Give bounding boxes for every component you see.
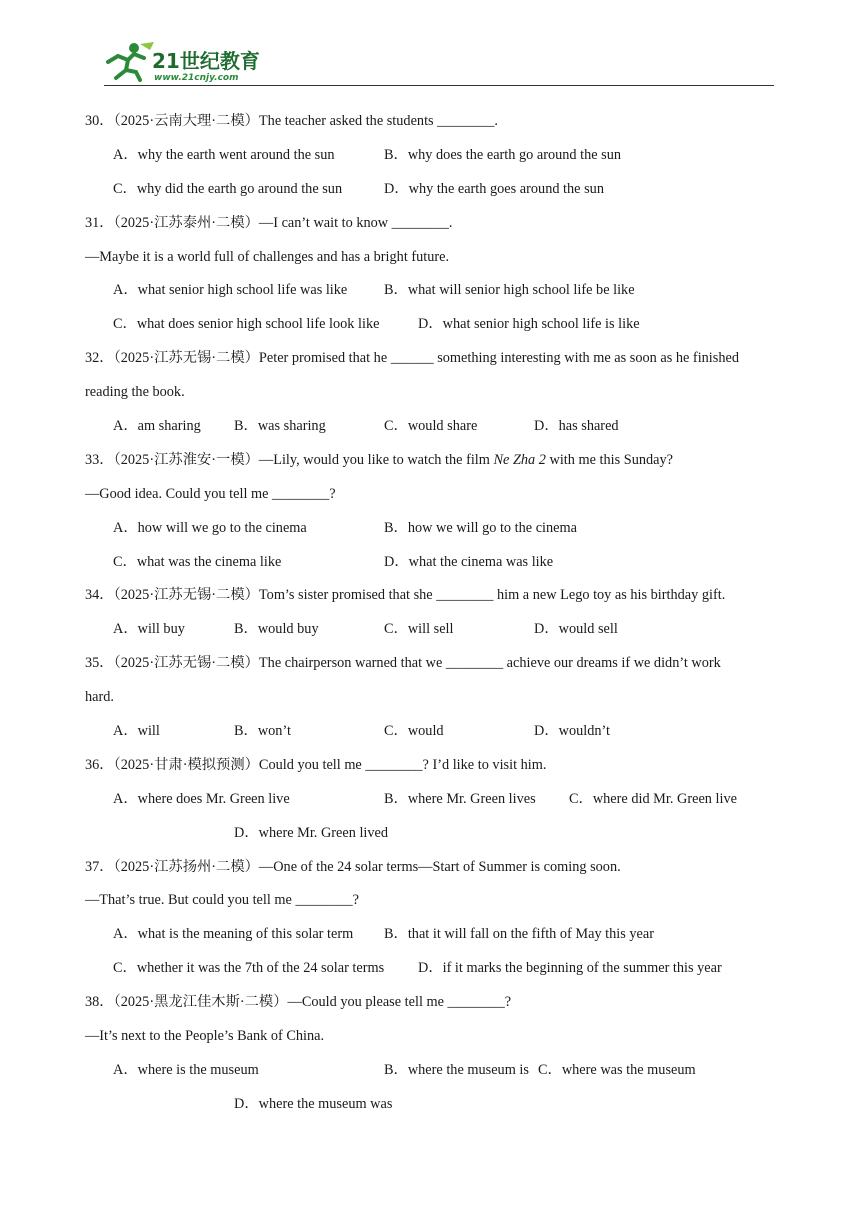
option-a: A．am sharing — [113, 418, 201, 435]
option-row — [85, 274, 780, 308]
option-a: A．will buy — [113, 621, 185, 638]
question-37-reply: —That’s true. But could you tell me ________? — [85, 892, 359, 909]
option-c: C．where did Mr. Green live — [569, 790, 737, 807]
question-31: 31．（2025·江苏泰州·二模）—I can’t wait to know ________. — [85, 214, 453, 231]
option-c: C．would — [384, 723, 444, 740]
question-38: 38．（2025·黑龙江佳木斯·二模）—Could you please tell me ________? — [85, 994, 512, 1011]
logo-21cnjy — [104, 40, 274, 84]
question-33-text: 33．（2025·江苏淮安·一模）—Lily, would you like to watch the film — [85, 451, 494, 468]
question-37: 37．（2025·江苏扬州·二模）—One of the 24 solar terms—Start of Summer is coming soon. — [85, 858, 621, 875]
option-a: A．why the earth went around the sun — [113, 146, 335, 163]
page-header — [0, 0, 860, 90]
option-a: A．what senior high school life was like — [113, 282, 348, 299]
question-32: 32．（2025·江苏无锡·二模）Peter promised that he ______ something interesting with me as soon as he finished — [85, 350, 739, 367]
question-35-cont: hard. — [85, 689, 114, 706]
option-b: B．where Mr. Green lives — [384, 790, 536, 807]
option-b: B．won’t — [234, 723, 291, 740]
question-36: 36．（2025·甘肃·模拟预测）Could you tell me ________? I’d like to visit him. — [85, 756, 547, 773]
option-a: A．where does Mr. Green live — [113, 790, 290, 807]
option-row — [85, 173, 780, 207]
option-row — [85, 308, 780, 342]
option-b: B．how we will go to the cinema — [384, 519, 577, 536]
option-row — [85, 715, 780, 749]
option-row — [85, 918, 780, 952]
logo-text: 21世纪教育 — [152, 49, 260, 73]
option-a: A．what is the meaning of this solar term — [113, 926, 354, 943]
option-c: C．would share — [384, 418, 478, 435]
option-b: B．was sharing — [234, 418, 326, 435]
option-row — [85, 1088, 780, 1122]
runner-icon — [108, 42, 154, 80]
header-divider — [104, 85, 774, 86]
option-b: B．that it will fall on the fifth of May this year — [384, 926, 655, 943]
option-row — [85, 817, 780, 851]
film-title: Ne Zha 2 — [493, 451, 546, 468]
option-a: A．where is the museum — [113, 1061, 259, 1078]
option-b: B．what will senior high school life be like — [384, 282, 635, 299]
option-c: C．why did the earth go around the sun — [113, 180, 343, 197]
option-c: C．where was the museum — [538, 1061, 696, 1078]
question-32-cont: reading the book. — [85, 384, 185, 401]
option-row — [85, 410, 780, 444]
option-row — [85, 546, 780, 580]
option-c: C．will sell — [384, 621, 454, 638]
question-35: 35．（2025·江苏无锡·二模）The chairperson warned that we ________ achieve our dreams if we didn’t work — [85, 655, 721, 672]
option-row — [85, 139, 780, 173]
option-c: C．whether it was the 7th of the 24 solar terms — [113, 960, 385, 977]
option-row — [85, 613, 780, 647]
option-d: D．where the museum was — [234, 1095, 393, 1112]
option-d: D．wouldn’t — [534, 723, 610, 740]
option-b: B．why does the earth go around the sun — [384, 146, 622, 163]
option-row — [85, 783, 780, 817]
question-34: 34．（2025·江苏无锡·二模）Tom’s sister promised that she ________ him a new Lego toy as his birthday gift. — [85, 587, 726, 604]
option-a: A．will — [113, 723, 160, 740]
option-d: D．what senior high school life is like — [418, 316, 640, 333]
option-row — [85, 512, 780, 546]
option-d: D．if it marks the beginning of the summer this year — [418, 960, 722, 977]
option-a: A．how will we go to the cinema — [113, 519, 307, 536]
option-c: C．what does senior high school life look like — [113, 316, 380, 333]
question-33-reply: —Good idea. Could you tell me ________? — [85, 485, 336, 502]
option-b: B．where the museum is — [384, 1061, 529, 1078]
option-d: D．what the cinema was like — [384, 553, 554, 570]
option-c: C．what was the cinema like — [113, 553, 282, 570]
logo-url: www.21cnjy.com — [154, 73, 239, 83]
question-31-reply: —Maybe it is a world full of challenges and has a bright future. — [85, 248, 450, 265]
option-d: D．why the earth goes around the sun — [384, 180, 604, 197]
option-d: D．has shared — [534, 418, 619, 435]
option-d: D．would sell — [534, 621, 618, 638]
question-33-text-end: with me this Sunday? — [545, 451, 673, 468]
option-row — [85, 1054, 780, 1088]
option-row — [85, 952, 780, 986]
option-d: D．where Mr. Green lived — [234, 824, 389, 841]
question-33 — [85, 444, 780, 478]
question-30: 30．（2025·云南大理·二模）The teacher asked the students ________. — [85, 113, 498, 129]
question-38-reply: —It’s next to the People’s Bank of China. — [85, 1028, 325, 1045]
option-b: B．would buy — [234, 621, 319, 638]
question-list — [85, 105, 780, 1122]
